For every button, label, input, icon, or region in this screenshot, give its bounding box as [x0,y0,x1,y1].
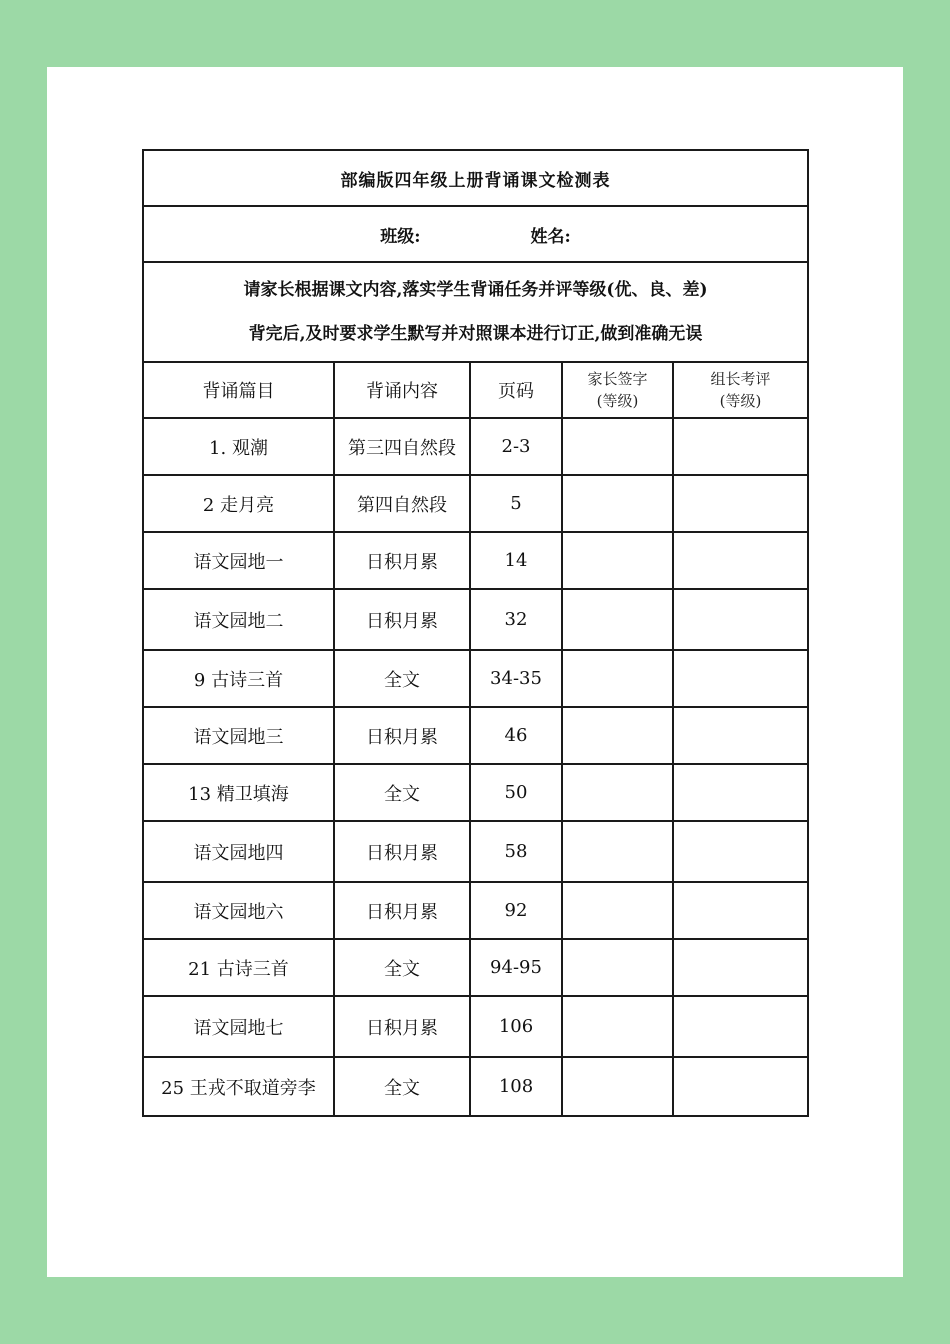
row-title: 1. 观潮 [143,418,334,475]
row-content: 全文 [334,764,470,821]
row-page: 32 [470,589,562,650]
note-line-2: 背完后,及时要求学生默写并对照课本进行订正,做到准确无误 [248,324,703,344]
header-content: 背诵内容 [334,362,470,418]
table-row [143,764,808,821]
table-row [143,996,808,1057]
row-title: 语文园地四 [143,821,334,882]
leader-eval-cell[interactable] [673,589,808,650]
header-leader-eval: 组长考评 (等级) [673,362,808,418]
leader-eval-cell[interactable] [673,764,808,821]
table-row [143,707,808,764]
parent-sign-cell[interactable] [562,1057,673,1116]
row-content: 日积月累 [334,532,470,589]
parent-sign-cell[interactable] [562,939,673,996]
parent-sign-cell[interactable] [562,707,673,764]
row-title: 语文园地一 [143,532,334,589]
title-row [143,150,808,206]
leader-eval-cell[interactable] [673,650,808,707]
row-title: 2 走月亮 [143,475,334,532]
parent-sign-cell[interactable] [562,882,673,939]
row-title: 13 精卫填海 [143,764,334,821]
parent-sign-cell[interactable] [562,532,673,589]
leader-eval-cell[interactable] [673,996,808,1057]
info-row [143,206,808,262]
table-row [143,475,808,532]
leader-eval-cell[interactable] [673,821,808,882]
row-content: 日积月累 [334,707,470,764]
parent-sign-cell[interactable] [562,650,673,707]
row-page: 94-95 [470,939,562,996]
table-row [143,939,808,996]
header-row [143,362,808,418]
row-content: 全文 [334,650,470,707]
parent-sign-cell[interactable] [562,764,673,821]
row-content: 日积月累 [334,589,470,650]
row-content: 日积月累 [334,821,470,882]
leader-eval-cell[interactable] [673,707,808,764]
leader-eval-cell[interactable] [673,882,808,939]
table-row [143,418,808,475]
parent-sign-cell[interactable] [562,418,673,475]
name-label: 姓名: [530,226,571,247]
table-row [143,589,808,650]
row-title: 语文园地三 [143,707,334,764]
parent-sign-cell[interactable] [562,996,673,1057]
row-title: 语文园地六 [143,882,334,939]
row-content: 第四自然段 [334,475,470,532]
table-row [143,882,808,939]
table-row [143,821,808,882]
row-title: 25 王戎不取道旁李 [143,1057,334,1116]
row-page: 58 [470,821,562,882]
table-row [143,650,808,707]
note-line-1: 请家长根据课文内容,落实学生背诵任务并评等级(优、良、差) [243,280,708,300]
row-content: 全文 [334,1057,470,1116]
leader-eval-cell[interactable] [673,475,808,532]
row-page: 14 [470,532,562,589]
header-title: 背诵篇目 [143,362,334,418]
parent-sign-cell[interactable] [562,821,673,882]
table-title: 部编版四年级上册背诵课文检测表 [143,150,808,206]
row-content: 日积月累 [334,882,470,939]
leader-eval-cell[interactable] [673,939,808,996]
row-page: 50 [470,764,562,821]
row-content: 日积月累 [334,996,470,1057]
parent-sign-cell[interactable] [562,589,673,650]
row-content: 全文 [334,939,470,996]
leader-eval-cell[interactable] [673,1057,808,1116]
row-page: 106 [470,996,562,1057]
header-parent-sign: 家长签字 (等级) [562,362,673,418]
table-row [143,532,808,589]
row-page: 2-3 [470,418,562,475]
row-page: 34-35 [470,650,562,707]
recitation-check-table [142,149,809,1117]
row-page: 46 [470,707,562,764]
row-title: 语文园地七 [143,996,334,1057]
row-content: 第三四自然段 [334,418,470,475]
row-title: 9 古诗三首 [143,650,334,707]
row-title: 语文园地二 [143,589,334,650]
table-row [143,1057,808,1116]
row-page: 5 [470,475,562,532]
row-page: 108 [470,1057,562,1116]
leader-eval-cell[interactable] [673,532,808,589]
row-page: 92 [470,882,562,939]
parent-sign-cell[interactable] [562,475,673,532]
header-page: 页码 [470,362,562,418]
class-label: 班级: [380,226,421,247]
leader-eval-cell[interactable] [673,418,808,475]
note-row [143,262,808,362]
row-title: 21 古诗三首 [143,939,334,996]
